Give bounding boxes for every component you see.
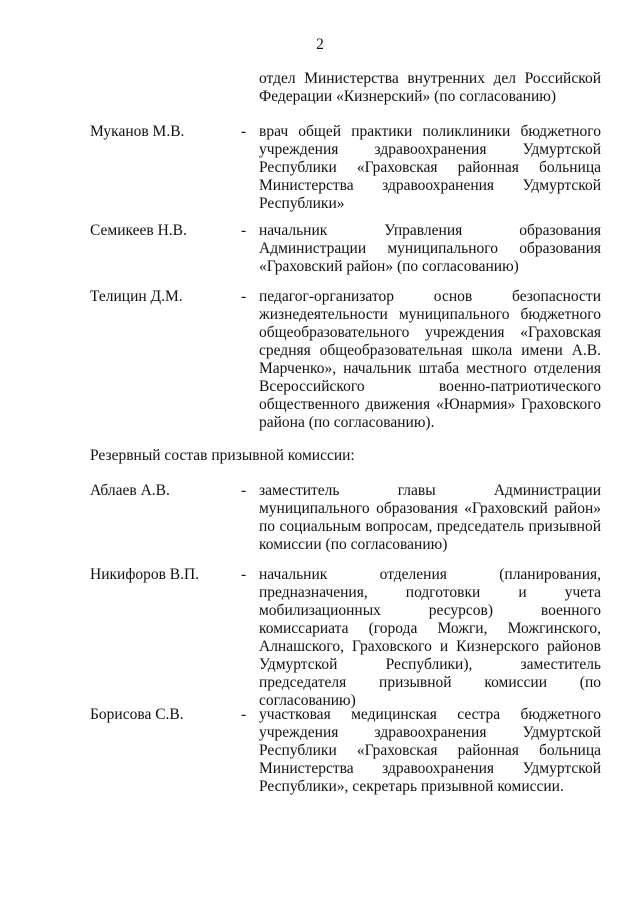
member-name: Семикеев Н.В.: [90, 222, 187, 239]
dash-separator: -: [241, 566, 247, 583]
member-description: заместитель главы Администрации муниципального образования «Граховский район» по социальным вопросам, председатель призывной комиссии (по согласованию): [259, 482, 601, 553]
dash-separator: -: [241, 288, 247, 305]
dash-separator: -: [241, 222, 247, 239]
member-name: Никифоров В.П.: [90, 566, 200, 583]
member-name: Борисова С.В.: [90, 706, 184, 723]
member-description: врач общей практики поликлиники бюджетного учреждения здравоохранения Удмуртской Республики «Граховская районная больница Министерства здравоохранения Удмуртской Республики»: [259, 123, 601, 212]
member-description: участковая медицинская сестра бюджетного учреждения здравоохранения Удмуртской Республики «Граховская районная больница Министерства здравоохранения Удмуртской Республики», секретарь призывной комиссии.: [259, 706, 601, 795]
reserve-section-heading: Резервный состав призывной комиссии:: [90, 447, 355, 464]
dash-separator: -: [241, 706, 247, 723]
member-description: начальник Управления образования Администрации муниципального образования «Граховский район» (по согласованию): [259, 222, 601, 275]
member-name: Аблаев А.В.: [90, 482, 170, 499]
member-description: педагог-организатор основ безопасности жизнедеятельности муниципального бюджетного общеобразовательного учреждения «Граховская средняя общеобразовательная школа имени А.В. Марченко», начальник штаба местного отделения Всероссийского военно-патриотического общественного движения «Юнармия» Граховского района (по согласованию).: [259, 288, 601, 431]
dash-separator: -: [241, 482, 247, 499]
dash-separator: -: [241, 123, 247, 140]
continuation-text: отдел Министерства внутренних дел Российской Федерации «Кизнерский» (по согласованию): [259, 70, 601, 105]
member-name: Телицин Д.М.: [90, 288, 183, 305]
member-name: Муканов М.В.: [90, 123, 185, 140]
member-description: начальник отделения (планирования, предназначения, подготовки и учета мобилизационных ресурсов) военного комиссариата (города Можги, Можгинского, Алнашского, Граховского и Кизнерского районов Удмуртской Республики), заместитель председателя призывной комиссии (по согласованию): [259, 566, 601, 709]
page-number: 2: [316, 36, 324, 53]
